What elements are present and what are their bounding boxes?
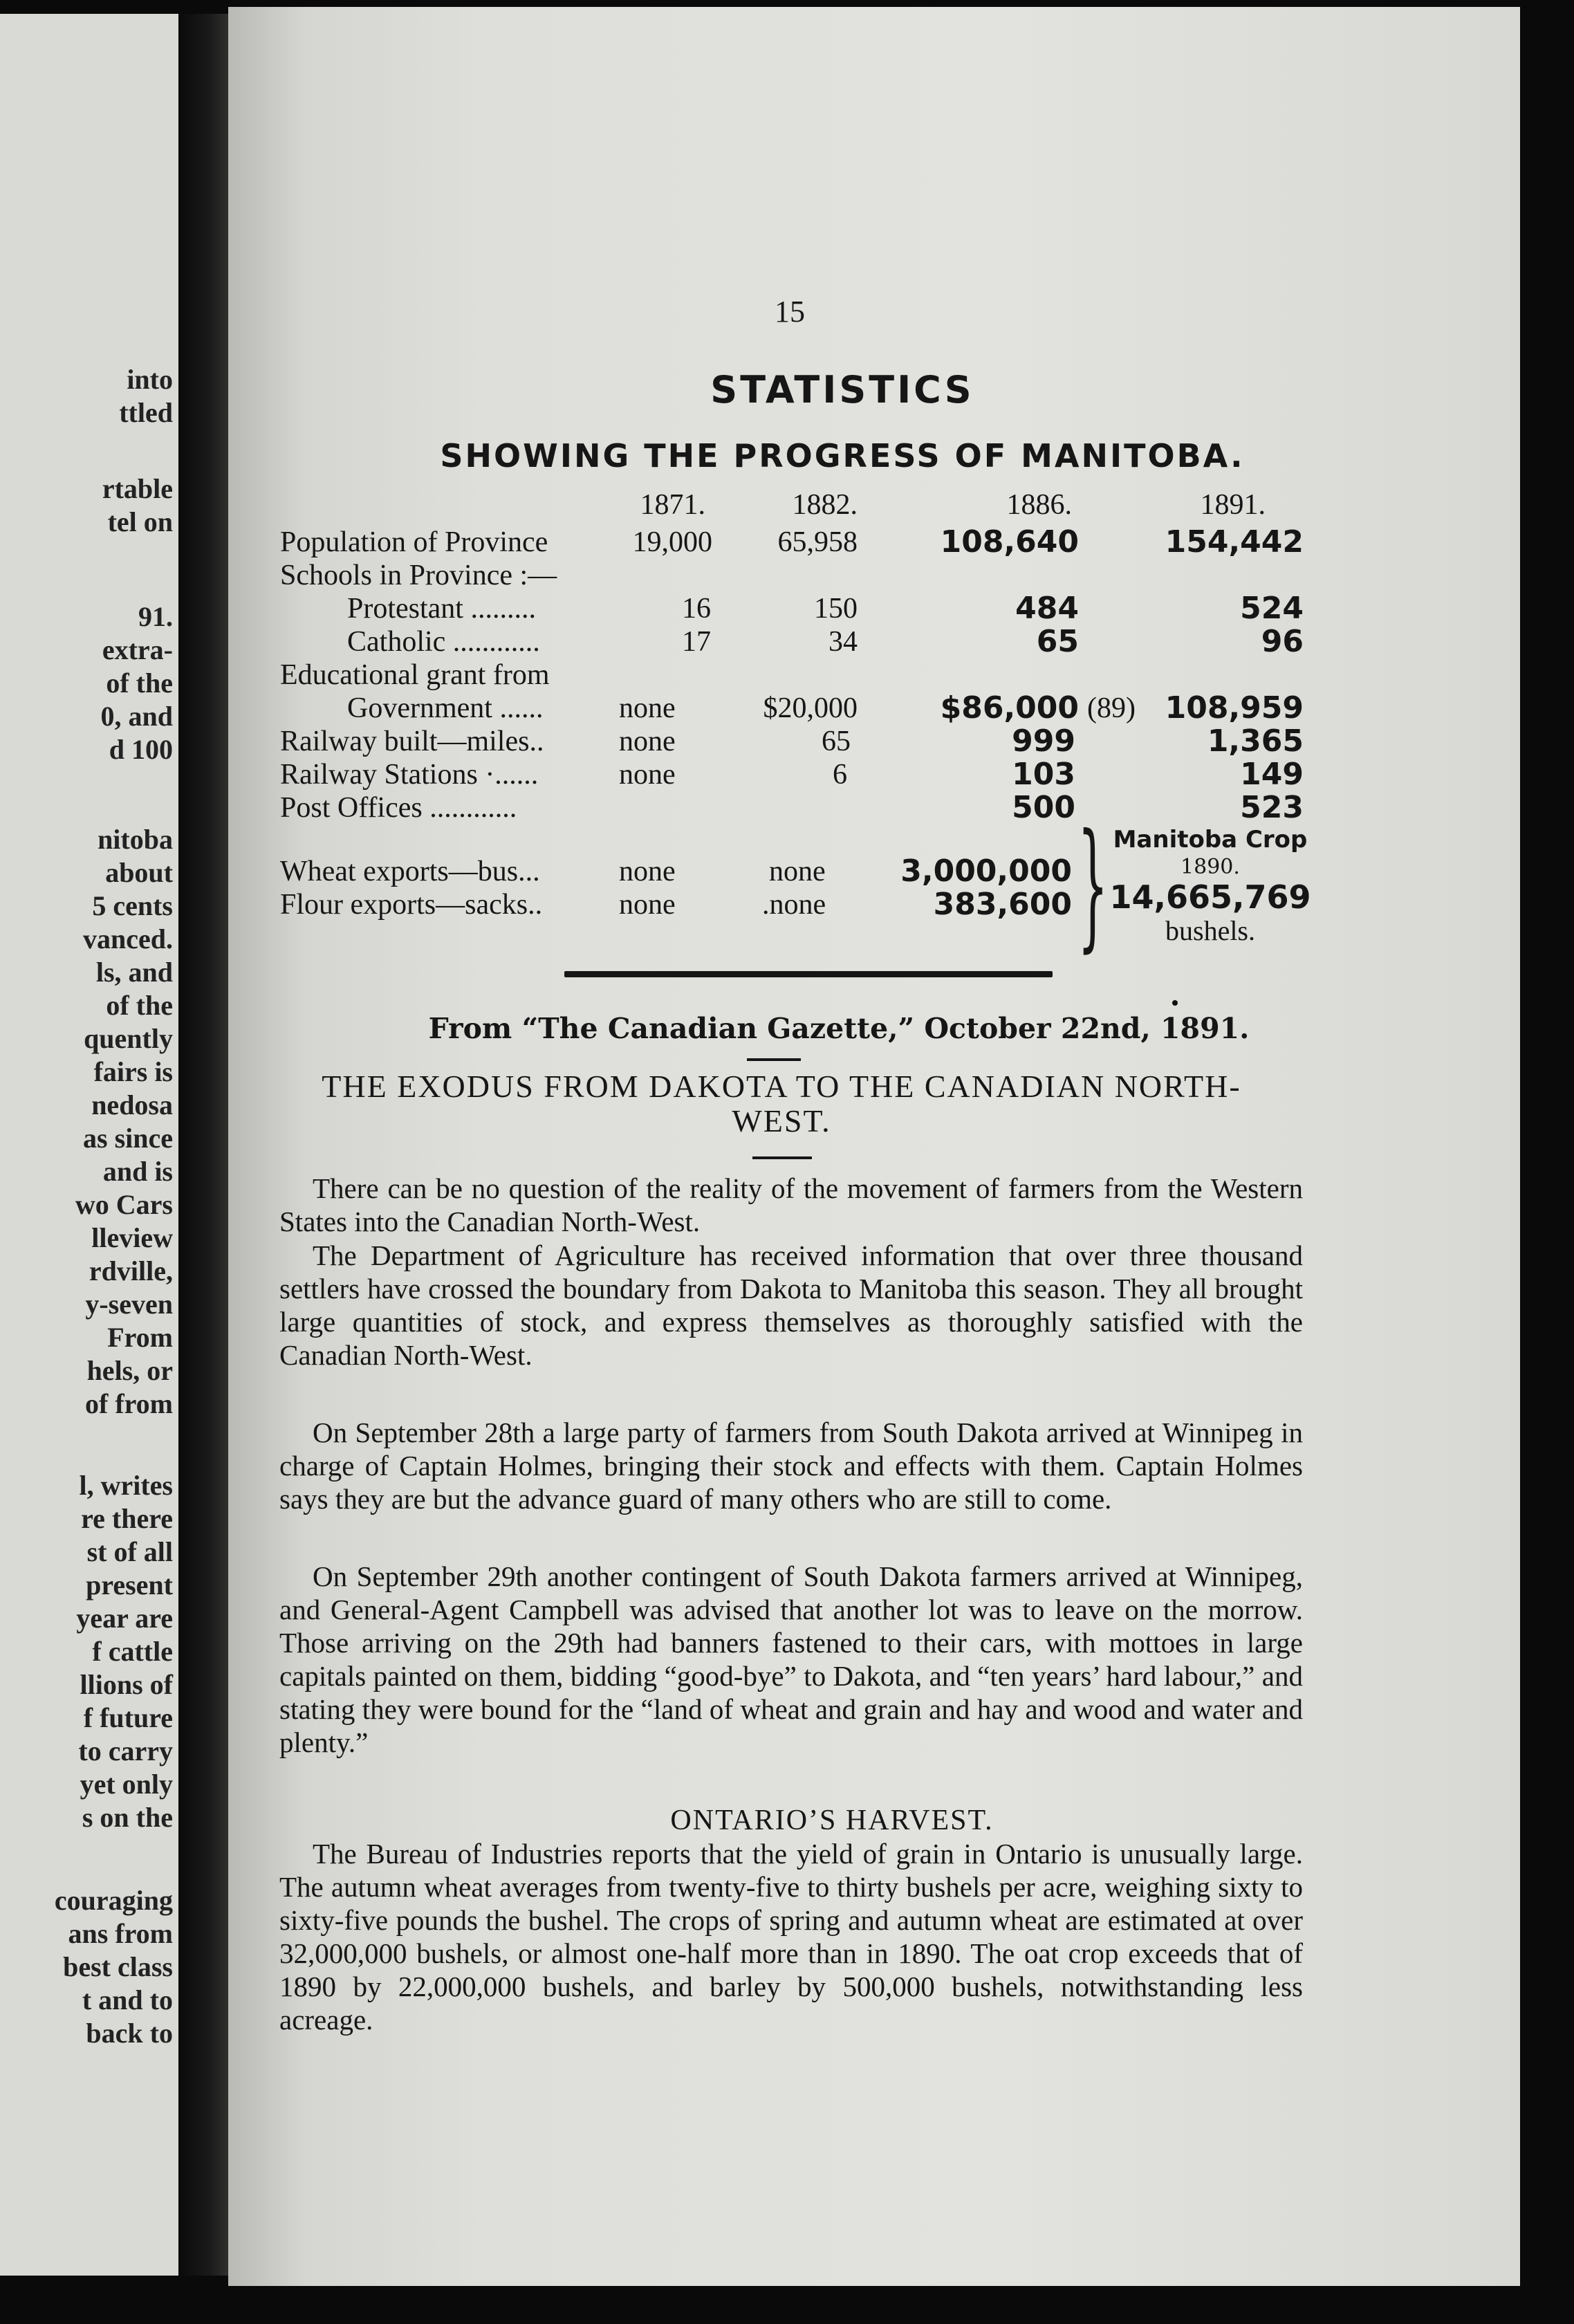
left-page-line: f cattle	[92, 1636, 173, 1667]
cell-catholic-1891: 96	[1261, 624, 1304, 659]
crop-note-unit: bushels.	[1165, 915, 1255, 946]
cell-railway-stations-1871: none	[619, 759, 676, 791]
left-page-line: fairs is	[93, 1056, 173, 1087]
row-label-wheat-exports: Wheat exports—bus...	[280, 856, 540, 887]
cell-railway-miles-1882: 65	[822, 726, 851, 757]
left-page-line: ttled	[119, 397, 173, 428]
article-paragraph-3: On September 28th a large party of farmers from South Dakota arrived at Winnipeg in charge of Captain Holmes, bringing their stock and effects with them. Captain Holmes says they are but the advance guard of many others who are still to come.	[279, 1417, 1303, 1515]
left-page-line: year are	[76, 1603, 173, 1634]
section-title: ONTARIO’S HARVEST.	[670, 1805, 994, 1836]
short-rule-2	[752, 1156, 812, 1159]
crop-note-title: Manitoba Crop	[1113, 826, 1308, 854]
year-header-1871: 1871.	[640, 489, 705, 521]
cell-government-1871: none	[619, 692, 676, 724]
curly-brace-icon: }	[1077, 804, 1109, 966]
cell-flour-1882: .none	[762, 889, 826, 921]
left-page-line: as since	[83, 1123, 173, 1154]
cell-post-offices-1891: 523	[1240, 790, 1304, 825]
left-page-line: extra-	[102, 634, 173, 665]
cell-railway-stations-1891: 149	[1240, 757, 1304, 792]
left-page-line: yet only	[80, 1769, 173, 1800]
cell-catholic-1871: 17	[682, 626, 711, 658]
row-label-catholic: Catholic ............	[347, 626, 540, 658]
year-header-1882: 1882.	[792, 489, 858, 521]
left-page-line: ls, and	[95, 957, 173, 988]
crop-note-year: 1890.	[1180, 855, 1240, 879]
cell-railway-stations-1886: 103	[1012, 757, 1075, 792]
left-page-line: nedosa	[91, 1089, 173, 1120]
left-page-line: d 100	[109, 734, 173, 765]
left-page-line: llions of	[80, 1669, 173, 1700]
row-label-schools: Schools in Province :—	[280, 560, 557, 591]
cell-railway-miles-1891: 1,365	[1207, 723, 1304, 759]
left-page-line: of the	[106, 990, 173, 1021]
cell-railway-stations-1882: 6	[833, 759, 847, 791]
row-label-post-offices: Post Offices ............	[280, 792, 517, 824]
left-page-line: 91.	[138, 601, 173, 632]
row-label-protestant: Protestant .........	[347, 593, 536, 625]
crop-note-amount: 14,665,769	[1109, 878, 1311, 916]
article-title: THE EXODUS FROM DAKOTA TO THE CANADIAN NORTH-WEST.	[322, 1069, 1241, 1138]
left-page-line: 0, and	[100, 701, 173, 732]
cell-protestant-1886: 484	[1015, 591, 1079, 626]
page-title: STATISTICS	[710, 368, 974, 412]
row-label-population: Population of Province	[280, 526, 548, 558]
left-page-line: rdville,	[89, 1255, 173, 1286]
row-label-government: Government ......	[347, 692, 544, 724]
page-number: 15	[775, 295, 805, 329]
cell-population-1891: 154,442	[1165, 524, 1304, 560]
left-page-line: s on the	[82, 1802, 173, 1833]
article-paragraph-4: On September 29th another contingent of South Dakota farmers arrived at Winnipeg, and General-Agent Campbell was advised that another lot was to leave on the morrow. Those arriving on the 29th had banners fastened to their cars, with mottoes in large capitals painted on them, bidding “good-bye” to Dakota, and “ten years’ hard labour,” and stating they were bound for the “land of wheat and grain and hay and wood and water and plenty.”	[279, 1560, 1303, 1758]
short-rule-1	[747, 1058, 801, 1061]
source-citation: From “The Canadian Gazette,” October 22nd, 1891.	[428, 1012, 1250, 1045]
row-label-railway-miles: Railway built—miles..	[280, 726, 544, 757]
left-page-line: st of all	[86, 1536, 173, 1567]
cell-wheat-1886: 3,000,000	[900, 854, 1072, 889]
left-page-line: best class	[63, 1951, 173, 1982]
left-page-line: From	[107, 1322, 173, 1353]
row-label-educational-grant: Educational grant from	[280, 659, 550, 691]
harvest-paragraph: The Bureau of Industries reports that the yield of grain in Ontario is unusually large. The autumn wheat averages from twenty-five to thirty bushels per acre, weighing sixty to sixty-five pounds the bushel. The crops of spring and autumn wheat are estimated at over 32,000,000 bushels, or almost one-half more than in 1890. The oat crop exceeds that of 1890 by 22,000,000 bushels, and barley by 500,000 bushels, notwithstanding less acreage.	[279, 1838, 1303, 2036]
cell-protestant-1871: 16	[682, 593, 711, 625]
cell-flour-1871: none	[619, 889, 676, 921]
left-page-line: back to	[86, 2018, 173, 2049]
left-page-line: couraging	[54, 1885, 173, 1916]
cell-government-1882: $20,000	[763, 692, 858, 724]
cell-post-offices-1886: 500	[1012, 790, 1075, 825]
cell-catholic-1882: 34	[828, 626, 858, 658]
left-page-line: lleview	[91, 1222, 173, 1253]
cell-population-1886: 108,640	[940, 524, 1079, 560]
left-page-line: t and to	[82, 1984, 173, 2016]
cell-protestant-1882: 150	[814, 593, 858, 625]
cell-flour-1886: 383,600	[933, 887, 1072, 922]
left-page-line: tel on	[107, 506, 173, 537]
cell-railway-miles-1871: none	[619, 726, 676, 757]
cell-wheat-1882: none	[769, 856, 826, 887]
left-page-line: rtable	[102, 473, 173, 504]
left-page-line: vanced.	[83, 923, 173, 954]
cell-population-1882: 65,958	[777, 526, 858, 558]
cell-government-1886: $86,000	[940, 690, 1079, 726]
left-page-line: f future	[83, 1702, 173, 1733]
page-subtitle: SHOWING THE PROGRESS OF MANITOBA.	[440, 437, 1245, 474]
left-page-line: and is	[102, 1156, 173, 1187]
cell-protestant-1891: 524	[1240, 591, 1304, 626]
cell-population-1871: 19,000	[632, 526, 712, 558]
ink-speck	[1172, 1000, 1178, 1006]
article-paragraph-2: The Department of Agriculture has received information that over three thousand settlers have crossed the boundary from Dakota to Manitoba this season. They all brought large quantities of stock, and express themselves as thoroughly satisfied with the Canadian North-West.	[279, 1239, 1303, 1371]
left-page-line: to carry	[78, 1735, 173, 1767]
left-page-line: quently	[84, 1023, 173, 1054]
left-page-line: nitoba	[98, 824, 173, 855]
year-header-1891: 1891.	[1200, 489, 1266, 521]
left-page-line: y-seven	[85, 1289, 173, 1320]
section-divider	[564, 971, 1053, 977]
left-page-line: into	[127, 364, 173, 395]
article-paragraph-1: There can be no question of the reality of the movement of farmers from the Western States into the Canadian North-West.	[279, 1172, 1303, 1237]
left-page-line: about	[105, 857, 173, 888]
left-page-line: ans from	[68, 1918, 173, 1949]
cell-railway-miles-1886: 999	[1012, 723, 1075, 759]
cell-government-1891: 108,959	[1165, 690, 1304, 726]
row-label-flour-exports: Flour exports—sacks..	[280, 889, 543, 921]
left-page-line: present	[86, 1569, 173, 1601]
left-page-line: hels, or	[86, 1355, 173, 1386]
row-label-railway-stations: Railway Stations ·......	[280, 759, 539, 791]
left-page-line: re there	[81, 1503, 173, 1534]
left-page-line: of from	[85, 1388, 173, 1419]
cell-wheat-1871: none	[619, 856, 676, 887]
left-page-fragment	[0, 14, 178, 2276]
left-page-line: wo Cars	[75, 1189, 173, 1220]
cell-government-1891-note: (89)	[1087, 692, 1136, 724]
left-page-line: 5 cents	[92, 890, 173, 921]
year-header-1886: 1886.	[1006, 489, 1072, 521]
left-page-line: l, writes	[79, 1470, 173, 1501]
cell-catholic-1886: 65	[1036, 624, 1079, 659]
left-page-line: of the	[106, 667, 173, 699]
